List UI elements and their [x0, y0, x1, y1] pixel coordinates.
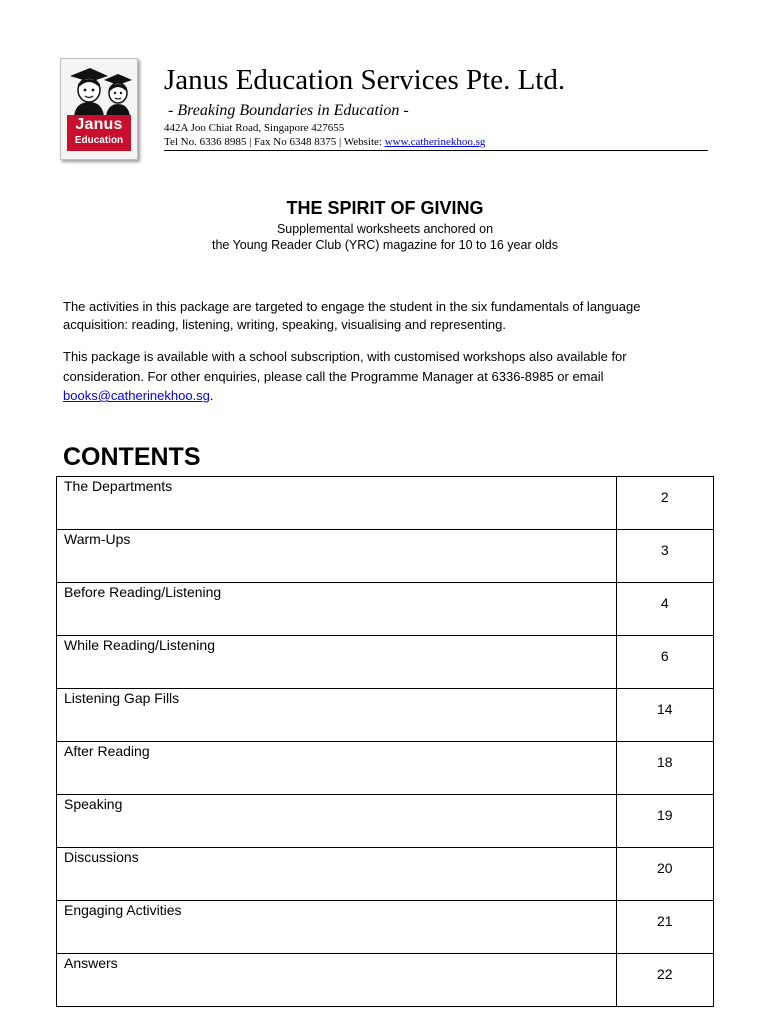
contents-page-number: 22 [616, 954, 713, 1007]
contents-page-number: 3 [616, 530, 713, 583]
janus-logo [60, 58, 138, 160]
document-title: THE SPIRIT OF GIVING [286, 198, 484, 218]
subscription-text: This package is available with a school subscription, with customised workshops also available for consideration. For other enquiries, please call the Programme Manager at 6336-8985 or email [63, 349, 627, 384]
contact-numbers: Tel No. 6336 8985 | Fax No 6348 8375 | Website: [164, 136, 385, 148]
contents-section-name: Warm-Ups [57, 530, 617, 583]
website-link[interactable]: www.catherinekhoo.sg [384, 136, 486, 148]
graduates-illustration-icon [64, 62, 134, 116]
contents-page-number: 4 [616, 583, 713, 636]
address: 442A Joo Chiat Road, Singapore 427655 [164, 122, 345, 134]
contents-section-name: After Reading [57, 742, 617, 795]
contents-section-name: While Reading/Listening [57, 636, 617, 689]
contents-page-number: 6 [616, 636, 713, 689]
contents-table-body [57, 477, 714, 1007]
tagline: - Breaking Boundaries in Education - [168, 102, 409, 119]
intro-paragraph: The activities in this package are targeted to engage the student in the six fundamentals of language acquisition: reading, listening, writing, speaking, visualising and representing. [63, 299, 641, 332]
contents-row [57, 530, 714, 583]
contents-section-name: Discussions [57, 848, 617, 901]
contents-row [57, 477, 714, 530]
document-subtitle-line-2: the Young Reader Club (YRC) magazine for 10 to 16 year olds [211, 238, 559, 252]
contents-page-number: 21 [616, 901, 713, 954]
contents-section-name: Speaking [57, 795, 617, 848]
organization-name: Janus Education Services Pte. Ltd. [164, 64, 566, 96]
contents-row [57, 583, 714, 636]
contents-page-number: 18 [616, 742, 713, 795]
subscription-text-end: . [209, 388, 214, 403]
contents-section-name: The Departments [57, 477, 617, 530]
contents-section-name: Answers [57, 954, 617, 1007]
contact-line [164, 136, 485, 148]
contents-row [57, 848, 714, 901]
contents-row [57, 636, 714, 689]
contents-page-number: 2 [616, 477, 713, 530]
contents-section-name: Before Reading/Listening [57, 583, 617, 636]
contents-row [57, 954, 714, 1007]
contents-heading: CONTENTS [63, 443, 201, 471]
document-subtitle-line-1: Supplemental worksheets anchored on [276, 222, 494, 236]
header-divider [164, 150, 708, 151]
contents-row [57, 795, 714, 848]
contents-row [57, 901, 714, 954]
email-link[interactable]: books@catherinekhoo.sg [63, 388, 210, 403]
contents-table [56, 476, 714, 1007]
contents-page-number: 20 [616, 848, 713, 901]
contents-section-name: Listening Gap Fills [57, 689, 617, 742]
contents-page-number: 19 [616, 795, 713, 848]
contents-section-name: Engaging Activities [57, 901, 617, 954]
contents-page-number: 14 [616, 689, 713, 742]
logo-subword: Education [74, 135, 124, 146]
contents-row [57, 742, 714, 795]
subscription-paragraph [63, 347, 703, 406]
logo-wordmark: Janus [75, 116, 123, 133]
contents-row [57, 689, 714, 742]
